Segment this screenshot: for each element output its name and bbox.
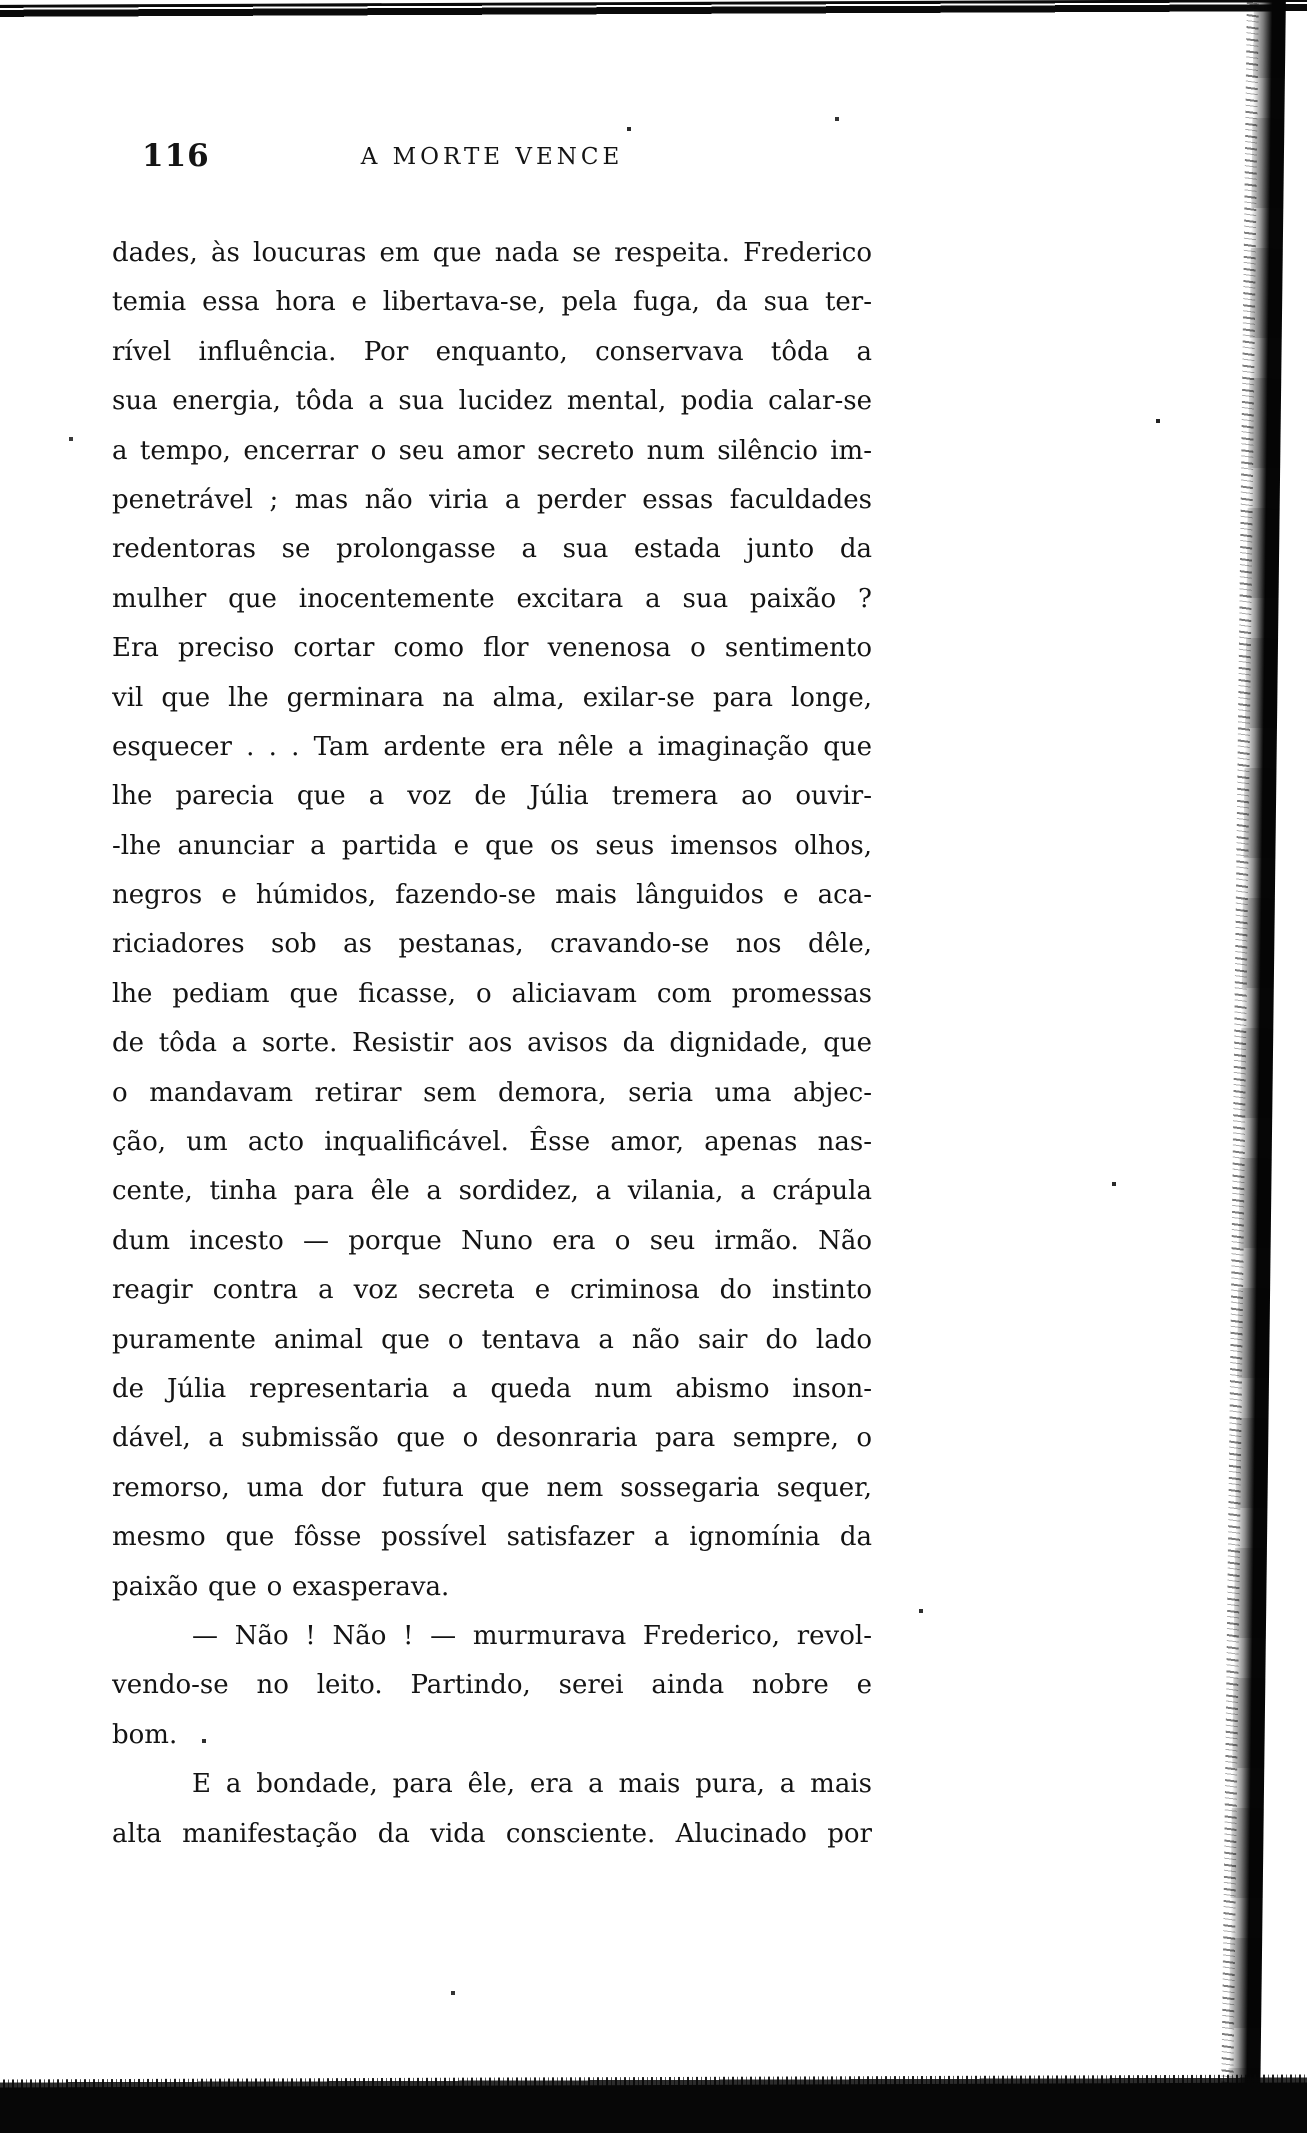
text-line: reagir contra a voz secreta e criminosa do instinto <box>112 1275 872 1306</box>
text-line: -lhe anunciar a partida e que os seus imensos olhos, <box>112 830 872 861</box>
text-line: remorso, uma dor futura que nem sossegaria sequer, <box>112 1472 872 1503</box>
scan-noise <box>0 0 2 2</box>
text-line: lhe pediam que ficasse, o aliciavam com promessas <box>112 978 872 1009</box>
text-line: paixão que o exasperava. <box>112 1571 450 1602</box>
text-line: vendo-se no leito. Partindo, serei ainda nobre e <box>112 1670 872 1701</box>
text-line: — Não ! Não ! — murmurava Frederico, revol- <box>192 1620 872 1651</box>
text-line: negros e húmidos, fazendo-se mais lânguidos e aca- <box>112 880 872 911</box>
text-line: rível influência. Por enquanto, conservava tôda a <box>112 336 872 367</box>
page-gutter-shadow <box>1228 0 1286 2133</box>
text-line: dum incesto — porque Nuno era o seu irmão. Não <box>112 1225 872 1256</box>
text-line: o mandavam retirar sem demora, seria uma abjec- <box>112 1077 872 1108</box>
text-line: a tempo, encerrar o seu amor secreto num silêncio im- <box>112 435 872 466</box>
top-rule <box>0 0 1307 19</box>
text-line: mulher que inocentemente excitara a sua paixão ? <box>112 583 872 614</box>
text-block <box>112 229 872 1859</box>
text-line: vil que lhe germinara na alma, exilar-se para longe, <box>112 682 872 713</box>
text-line: Era preciso cortar como flor venenosa o sentimento <box>112 633 872 664</box>
page-header <box>112 138 872 180</box>
text-line: redentoras se prolongasse a sua estada junto da <box>112 534 872 565</box>
text-line: E a bondade, para êle, era a mais pura, a mais <box>192 1769 872 1800</box>
text-line: lhe parecia que a voz de Júlia tremera ao ouvir- <box>112 781 872 812</box>
running-title: A MORTE VENCE <box>360 144 624 170</box>
text-line: dável, a submissão que o desonraria para sempre, o <box>112 1423 872 1454</box>
text-line: temia essa hora e libertava-se, pela fuga, da sua ter- <box>112 287 872 318</box>
text-line: esquecer . . . Tam ardente era nêle a imaginação que <box>112 731 872 762</box>
text-line: de tôda a sorte. Resistir aos avisos da dignidade, que <box>112 1028 872 1059</box>
bottom-page-edge <box>0 2082 1307 2133</box>
text-line: alta manifestação da vida consciente. Alucinado por <box>112 1818 872 1849</box>
text-line: cente, tinha para êle a sordidez, a vilania, a crápula <box>112 1176 872 1207</box>
text-line: riciadores sob as pestanas, cravando-se nos dêle, <box>112 929 872 960</box>
text-line: mesmo que fôsse possível satisfazer a ignomínia da <box>112 1522 872 1553</box>
text-line: puramente animal que o tentava a não sair do lado <box>112 1324 872 1355</box>
text-line: penetrável ; mas não viria a perder essas faculdades <box>112 484 872 515</box>
text-line: bom. <box>112 1719 178 1750</box>
text-line: de Júlia representaria a queda num abismo inson- <box>112 1373 872 1404</box>
text-line: sua energia, tôda a sua lucidez mental, podia calar-se <box>112 386 872 417</box>
page-number: 116 <box>142 138 210 174</box>
text-line: ção, um acto inqualificável. Êsse amor, apenas nas- <box>112 1127 872 1158</box>
text-line: dades, às loucuras em que nada se respeita. Frederico <box>112 238 872 268</box>
